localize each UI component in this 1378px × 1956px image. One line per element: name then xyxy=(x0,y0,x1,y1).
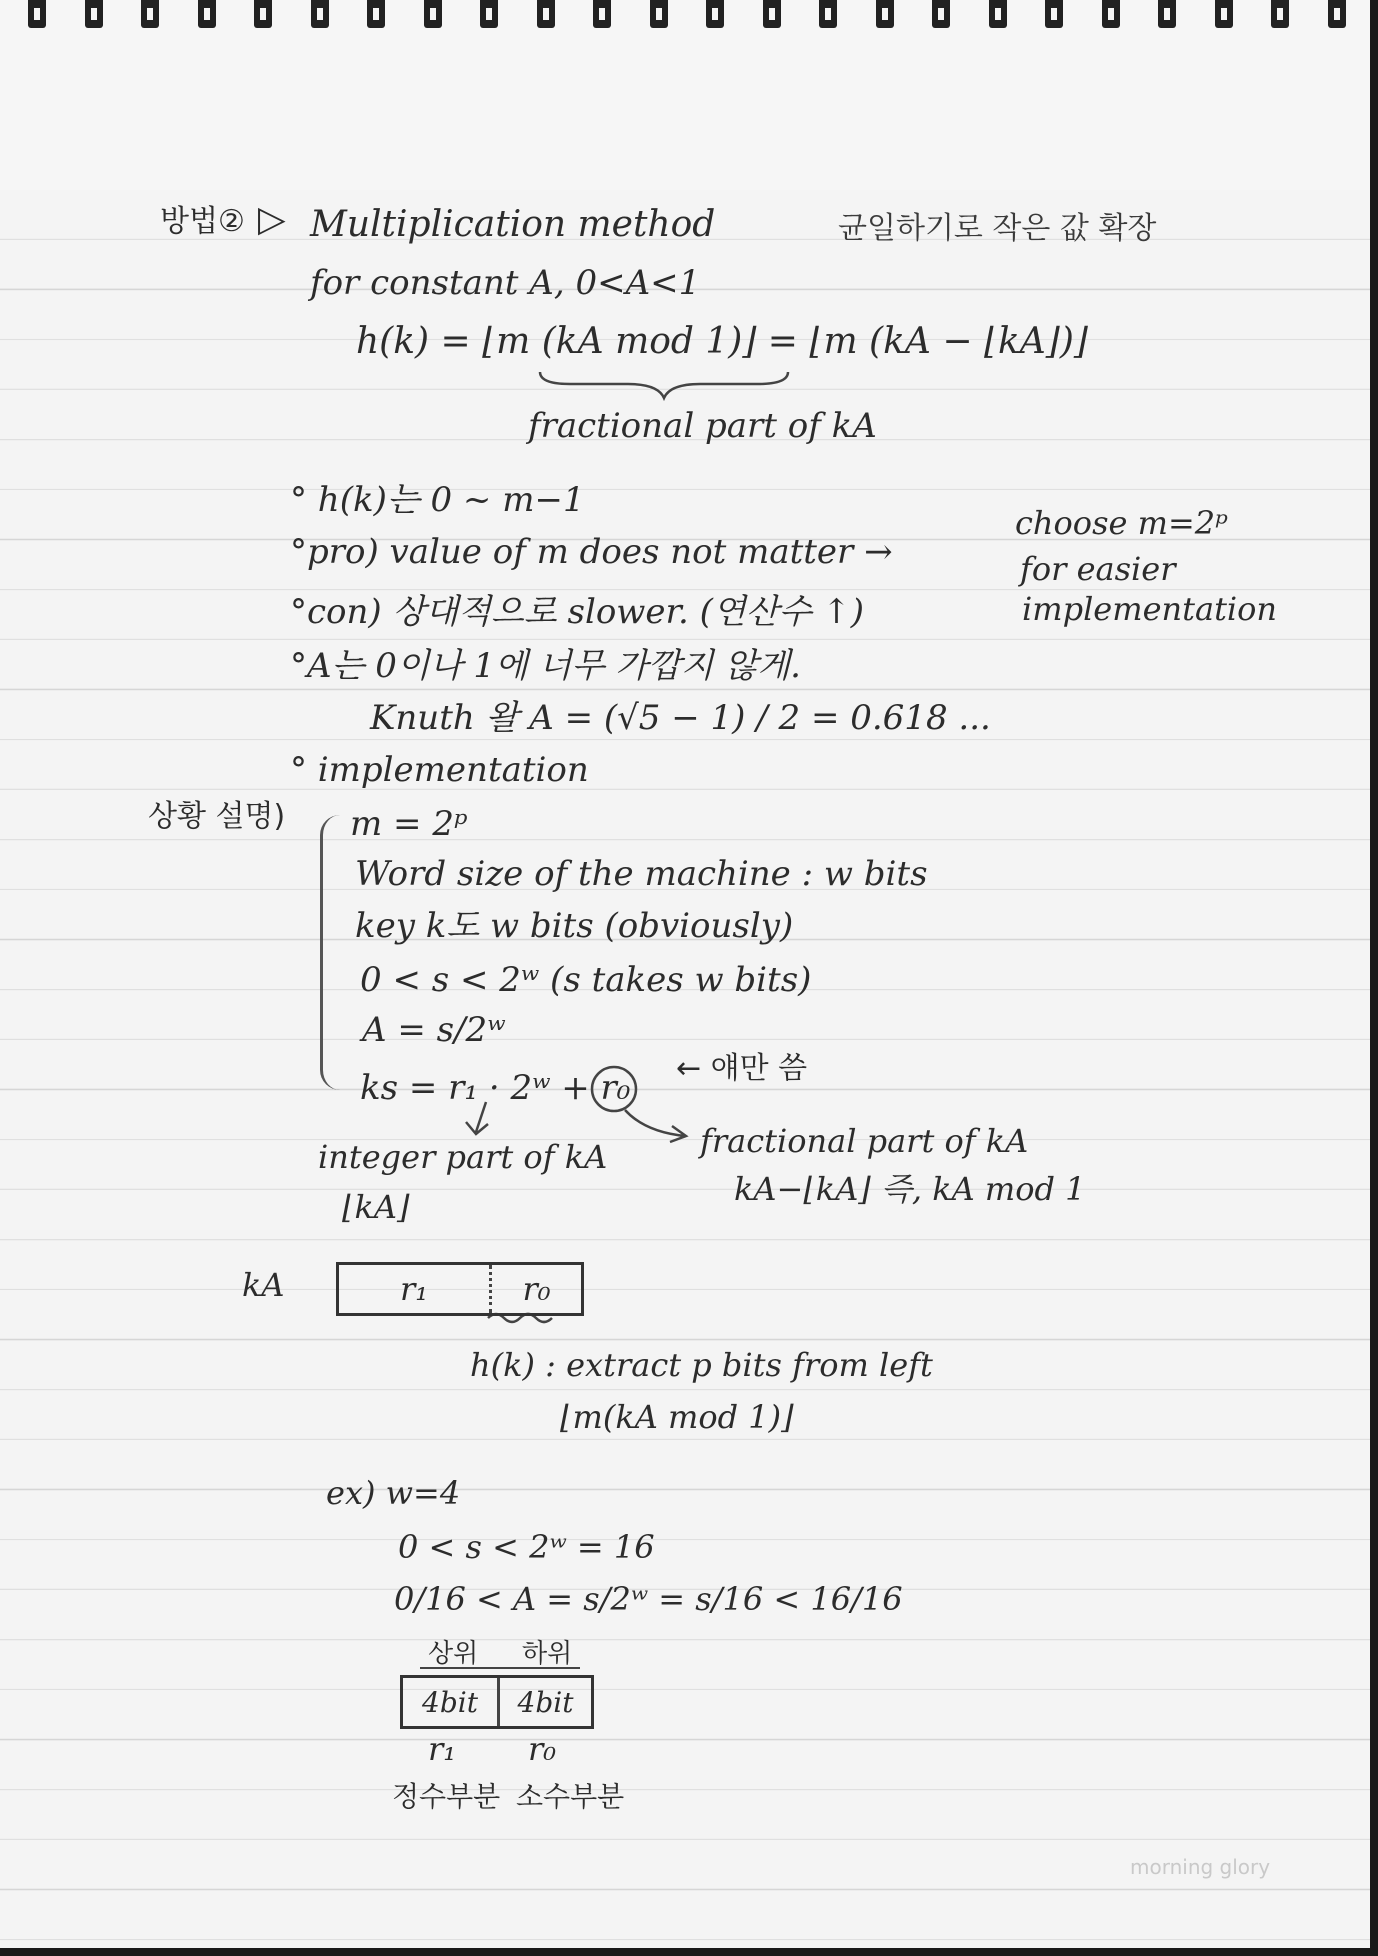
bits-under-r0: r₀ xyxy=(528,1730,557,1768)
knuth-value: Knuth 왈 A = (√5 − 1) / 2 = 0.618 ... xyxy=(370,698,991,738)
situation-ks: ks = r₁ · 2ʷ + r₀ xyxy=(360,1068,631,1108)
situation-label: 상황 설명) xyxy=(148,799,286,834)
extract-line: h(k) : extract p bits from left xyxy=(470,1346,933,1384)
arrow-marker: ▷ xyxy=(258,199,286,240)
example-s-range: 0 < s < 2ʷ = 16 xyxy=(398,1528,655,1566)
ka-box-r1: r₁ xyxy=(339,1265,492,1313)
ka-label: kA xyxy=(242,1266,285,1304)
situation-word-size: Word size of the machine : w bits xyxy=(355,854,928,894)
bullet-implementation: ° implementation xyxy=(290,750,589,790)
example-a-range: 0/16 < A = s/2ʷ = s/16 < 16/16 xyxy=(394,1580,903,1618)
fractional-part-label: fractional part of kA xyxy=(700,1122,1029,1160)
for-constant: for constant A, 0<A<1 xyxy=(310,263,701,303)
notebook-brand-watermark: morning glory xyxy=(1130,1855,1271,1879)
choose-note-1: choose m=2ᵖ xyxy=(1015,504,1228,542)
example-w: ex) w=4 xyxy=(326,1474,461,1512)
integer-part-floor: ⌊kA⌋ xyxy=(342,1188,410,1226)
choose-note-3: implementation xyxy=(1022,590,1278,628)
situation-brace xyxy=(320,815,341,1090)
situation-key: key k도 w bits (obviously) xyxy=(355,906,794,946)
bits-box-upper: 4bit xyxy=(403,1678,500,1726)
method-label: 방법② xyxy=(160,204,245,239)
bits-under-r1: r₁ xyxy=(428,1730,457,1768)
side-note: 균일하기로 작은 값 확장 xyxy=(838,211,1157,246)
situation-a: A = s/2ʷ xyxy=(362,1010,506,1050)
only-this-note: ← 얘만 씀 xyxy=(676,1051,808,1086)
bullet-range: ° h(k)는 0 ~ m−1 xyxy=(290,480,585,520)
hash-formula: h(k) = ⌊m (kA mod 1)⌋ = ⌊m (kA − ⌊kA⌋)⌋ xyxy=(356,321,1088,362)
ka-register-box xyxy=(336,1262,584,1316)
method-title: Multiplication method xyxy=(310,204,716,245)
bullet-con: °con) 상대적으로 slower. (연산수 ↑) xyxy=(290,592,865,632)
fractional-part-expr: kA−⌊kA⌋ 즉, kA mod 1 xyxy=(734,1170,1086,1208)
underbrace-label: fractional part of kA xyxy=(528,406,877,446)
bits-meaning-fraction: 소수부분 xyxy=(516,1780,625,1813)
bits-box xyxy=(400,1675,594,1729)
ka-box-r0: r₀ xyxy=(522,1270,551,1308)
integer-part-label: integer part of kA xyxy=(318,1138,608,1176)
extract-formula: ⌊m(kA mod 1)⌋ xyxy=(560,1398,794,1436)
bullet-pro: °pro) value of m does not matter → xyxy=(290,532,893,572)
bits-meaning-integer: 정수부분 xyxy=(392,1780,501,1813)
situation-s-range: 0 < s < 2ʷ (s takes w bits) xyxy=(360,960,812,1000)
bits-header-upper: 상위 xyxy=(428,1639,479,1669)
choose-note-2: for easier xyxy=(1020,550,1176,588)
bits-box-lower: 4bit xyxy=(517,1685,574,1719)
bits-header-lower: 하위 xyxy=(522,1639,573,1669)
situation-m: m = 2ᵖ xyxy=(350,804,468,844)
bullet-a-range: °A는 0이나 1에 너무 가깝지 않게. xyxy=(290,646,801,686)
